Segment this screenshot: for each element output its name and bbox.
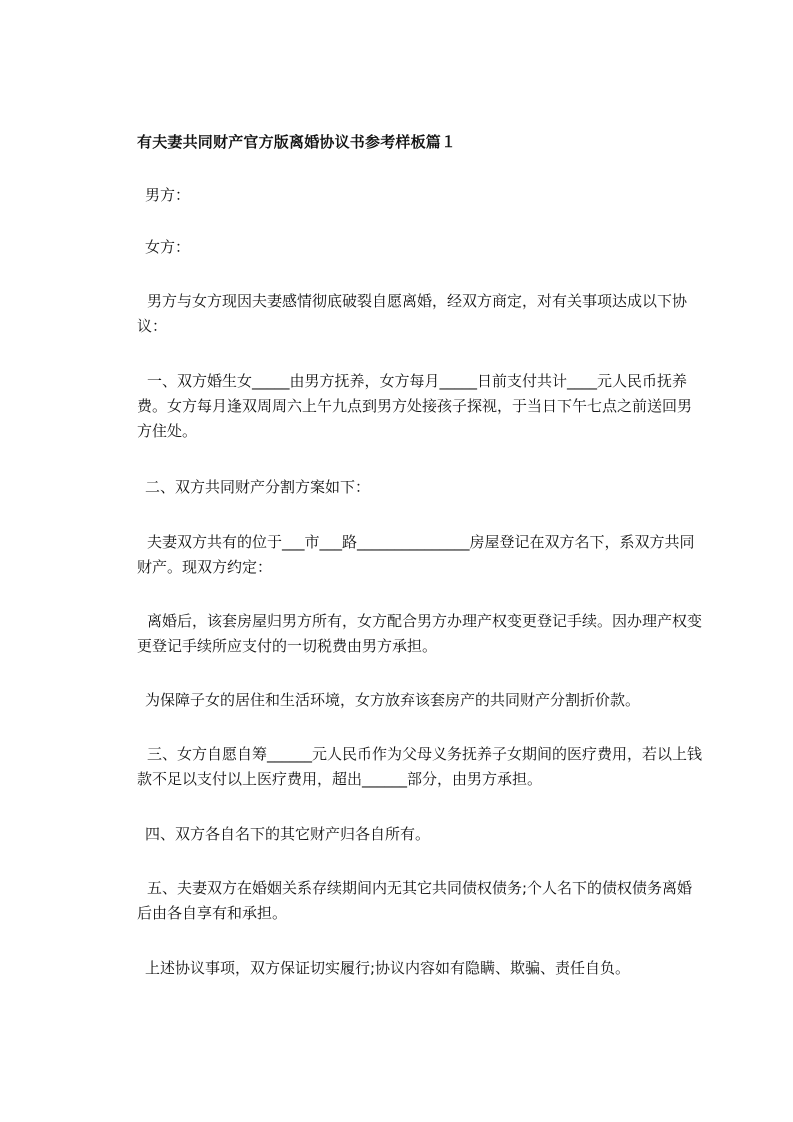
paragraph-clause-1: 一、双方婚生女_____由男方抚养，女方每月_____日前支付共计____元人民币抚养费。女方每月逢双周周六上午九点到男方处接孩子探视，于当日下午七点之前送回男方住处。 [137,372,693,440]
paragraph-clause-2: 二、双方共同财产分割方案如下： [145,478,371,496]
paragraph-intro: 男方与女方现因夫妻感情彻底破裂自愿离婚，经双方商定，对有关事项达成以下协议： [137,292,688,335]
paragraph-man: 男方： [145,186,191,204]
paragraph-children-housing: 为保障子女的居住和生活环境，女方放弃该套房产的共同财产分割折价款。 [145,691,641,709]
paragraph-closing: 上述协议事项，双方保证切实履行;协议内容如有隐瞒、欺骗、责任自负。 [145,959,631,977]
paragraph-woman: 女方： [145,238,191,256]
paragraph-clause-4: 四、双方各自名下的其它财产归各自所有。 [145,825,431,843]
paragraph-clause-3: 三、女方自愿自筹______元人民币作为父母义务抚养子女期间的医疗费用，若以上钱款不足以支付以上医疗费用，超出______部分，由男方承担。 [137,745,703,788]
paragraph-after-divorce: 离婚后，该套房屋归男方所有，女方配合男方办理产权变更登记手续。因办理产权变更登记手续所应支付的一切税费由男方承担。 [137,612,703,655]
paragraph-clause-5: 五、夫妻双方在婚姻关系存续期间内无其它共同债权债务;个人名下的债权债务离婚后由各自享有和承担。 [137,879,693,922]
document-title: 有夫妻共同财产官方版离婚协议书参考样板篇１ [137,133,457,151]
paragraph-property: 夫妻双方共有的位于___市___路_______________房屋登记在双方名下，系双方共同财产。现双方约定： [137,533,695,576]
